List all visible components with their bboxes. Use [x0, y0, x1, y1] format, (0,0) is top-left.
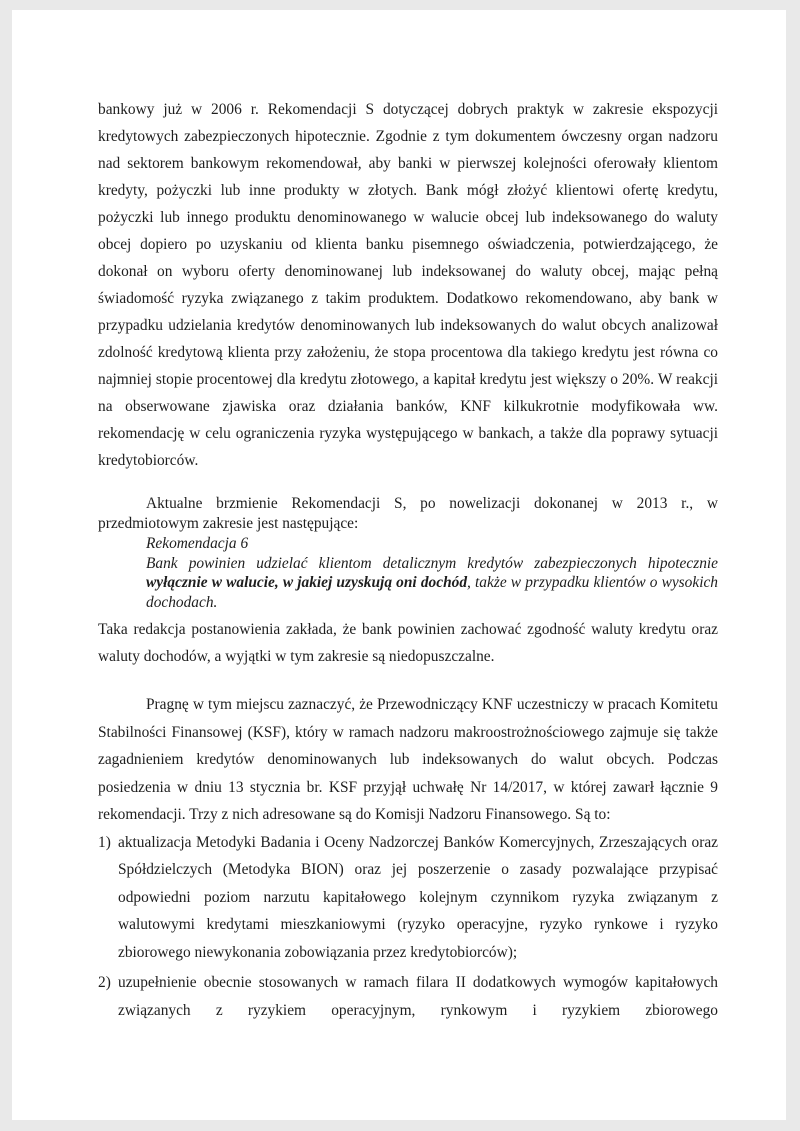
- document-page: [12, 10, 786, 1120]
- list-item: [98, 829, 718, 967]
- paragraph-3: Taka redakcja postanowienia zakłada, że bank powinien zachować zgodność waluty kredytu oraz waluty dochodów, a wyjątki w tym zakresie są niedopuszczalne.: [98, 621, 718, 665]
- document-body: [98, 96, 718, 1024]
- recommendations-list: [98, 829, 718, 1025]
- list-item-text: aktualizacja Metodyki Badania i Oceny Nadzorczej Banków Komercyjnych, Zrzeszających oraz Spółdzielczych (Metodyka BION) oraz jej poszerzenie o zasady pozwalające przypisać odpowiedni poziom narzutu kapitałowego kolejnym czynnikom ryzyka związanym z walutowymi kredytami mieszkaniowymi (ryzyko operacyjne, ryzyko rynkowe i ryzyko zbiorowego niewykonania zobowiązania przez kredytobiorców);: [118, 833, 718, 961]
- quote-text-bold: wyłącznie w walucie, w jakiej uzyskują oni dochód: [146, 574, 468, 591]
- paragraph-1: bankowy już w 2006 r. Rekomendacji S dotyczącej dobrych praktyk w zakresie ekspozycji kredytowych zabezpieczonych hipotecznie. Zgodnie z tym dokumentem ówczesny organ nadzoru nad sektorem bankowym rekomendował, aby banki w pierwszej kolejności oferowały klientom kredyty, pożyczki lub inne produkty w złotych. Bank mógł złożyć klientowi ofertę kredytu, pożyczki lub innego produktu denominowanego w walucie obcej lub indeksowanego do waluty obcej dopiero po uzyskaniu od klienta banku pisemnego oświadczenia, potwierdzającego, że dokonał on wyboru oferty denominowanej lub indeksowanej do waluty obcej, mając pełną świadomość ryzyka związanego z takim produktem. Dodatkowo rekomendowano, aby bank w przypadku udzielania kredytów denominowanych lub indeksowanych do walut obcych analizował zdolność kredytową klienta przy założeniu, że stopa procentowa dla takiego kredytu jest równa co najmniej stopie procentowej dla kredytu złotowego, a kapitał kredytu jest większy o 20%. W reakcji na obserwowane zjawiska oraz działania banków, KNF kilkukrotnie modyfikowała ww. rekomendację w celu ograniczenia ryzyka występującego w bankach, a także dla poprawy sytuacji kredytobiorców.: [98, 101, 718, 469]
- quote-heading: Rekomendacja 6: [146, 535, 249, 552]
- recommendation-quote: [146, 534, 718, 612]
- paragraph-2: Aktualne brzmienie Rekomendacji S, po nowelizacji dokonanej w 2013 r., w przedmiotowym zakresie jest następujące:: [98, 495, 718, 532]
- list-item-text: uzupełnienie obecnie stosowanych w ramach filara II dodatkowych wymogów kapitałowych związanych z ryzykiem operacyjnym, rynkowym i ryzykiem zbiorowego: [118, 974, 718, 1019]
- paragraph-4: Pragnę w tym miejscu zaznaczyć, że Przewodniczący KNF uczestniczy w pracach Komitetu Stabilności Finansowej (KSF), który w ramach nadzoru makroostrożnościowego zajmuje się także zagadnieniem kredytów denominowanych lub indeksowanych do walut obcych. Podczas posiedzenia w dniu 13 stycznia br. KSF przyjął uchwałę Nr 14/2017, w której zawarł łącznie 9 rekomendacji. Trzy z nich adresowane są do Komisji Nadzoru Finansowego. Są to:: [98, 696, 718, 823]
- list-item-number: 1): [98, 833, 111, 851]
- quote-text-after: , także w przypadku klientów o wysokich dochodach.: [146, 574, 719, 611]
- list-item-number: 2): [98, 974, 111, 991]
- quote-text: [146, 554, 718, 613]
- quote-text-before: Bank powinien udzielać klientom detalicznym kredytów zabezpieczonych hipotecznie: [146, 554, 718, 572]
- list-item: [98, 969, 718, 1024]
